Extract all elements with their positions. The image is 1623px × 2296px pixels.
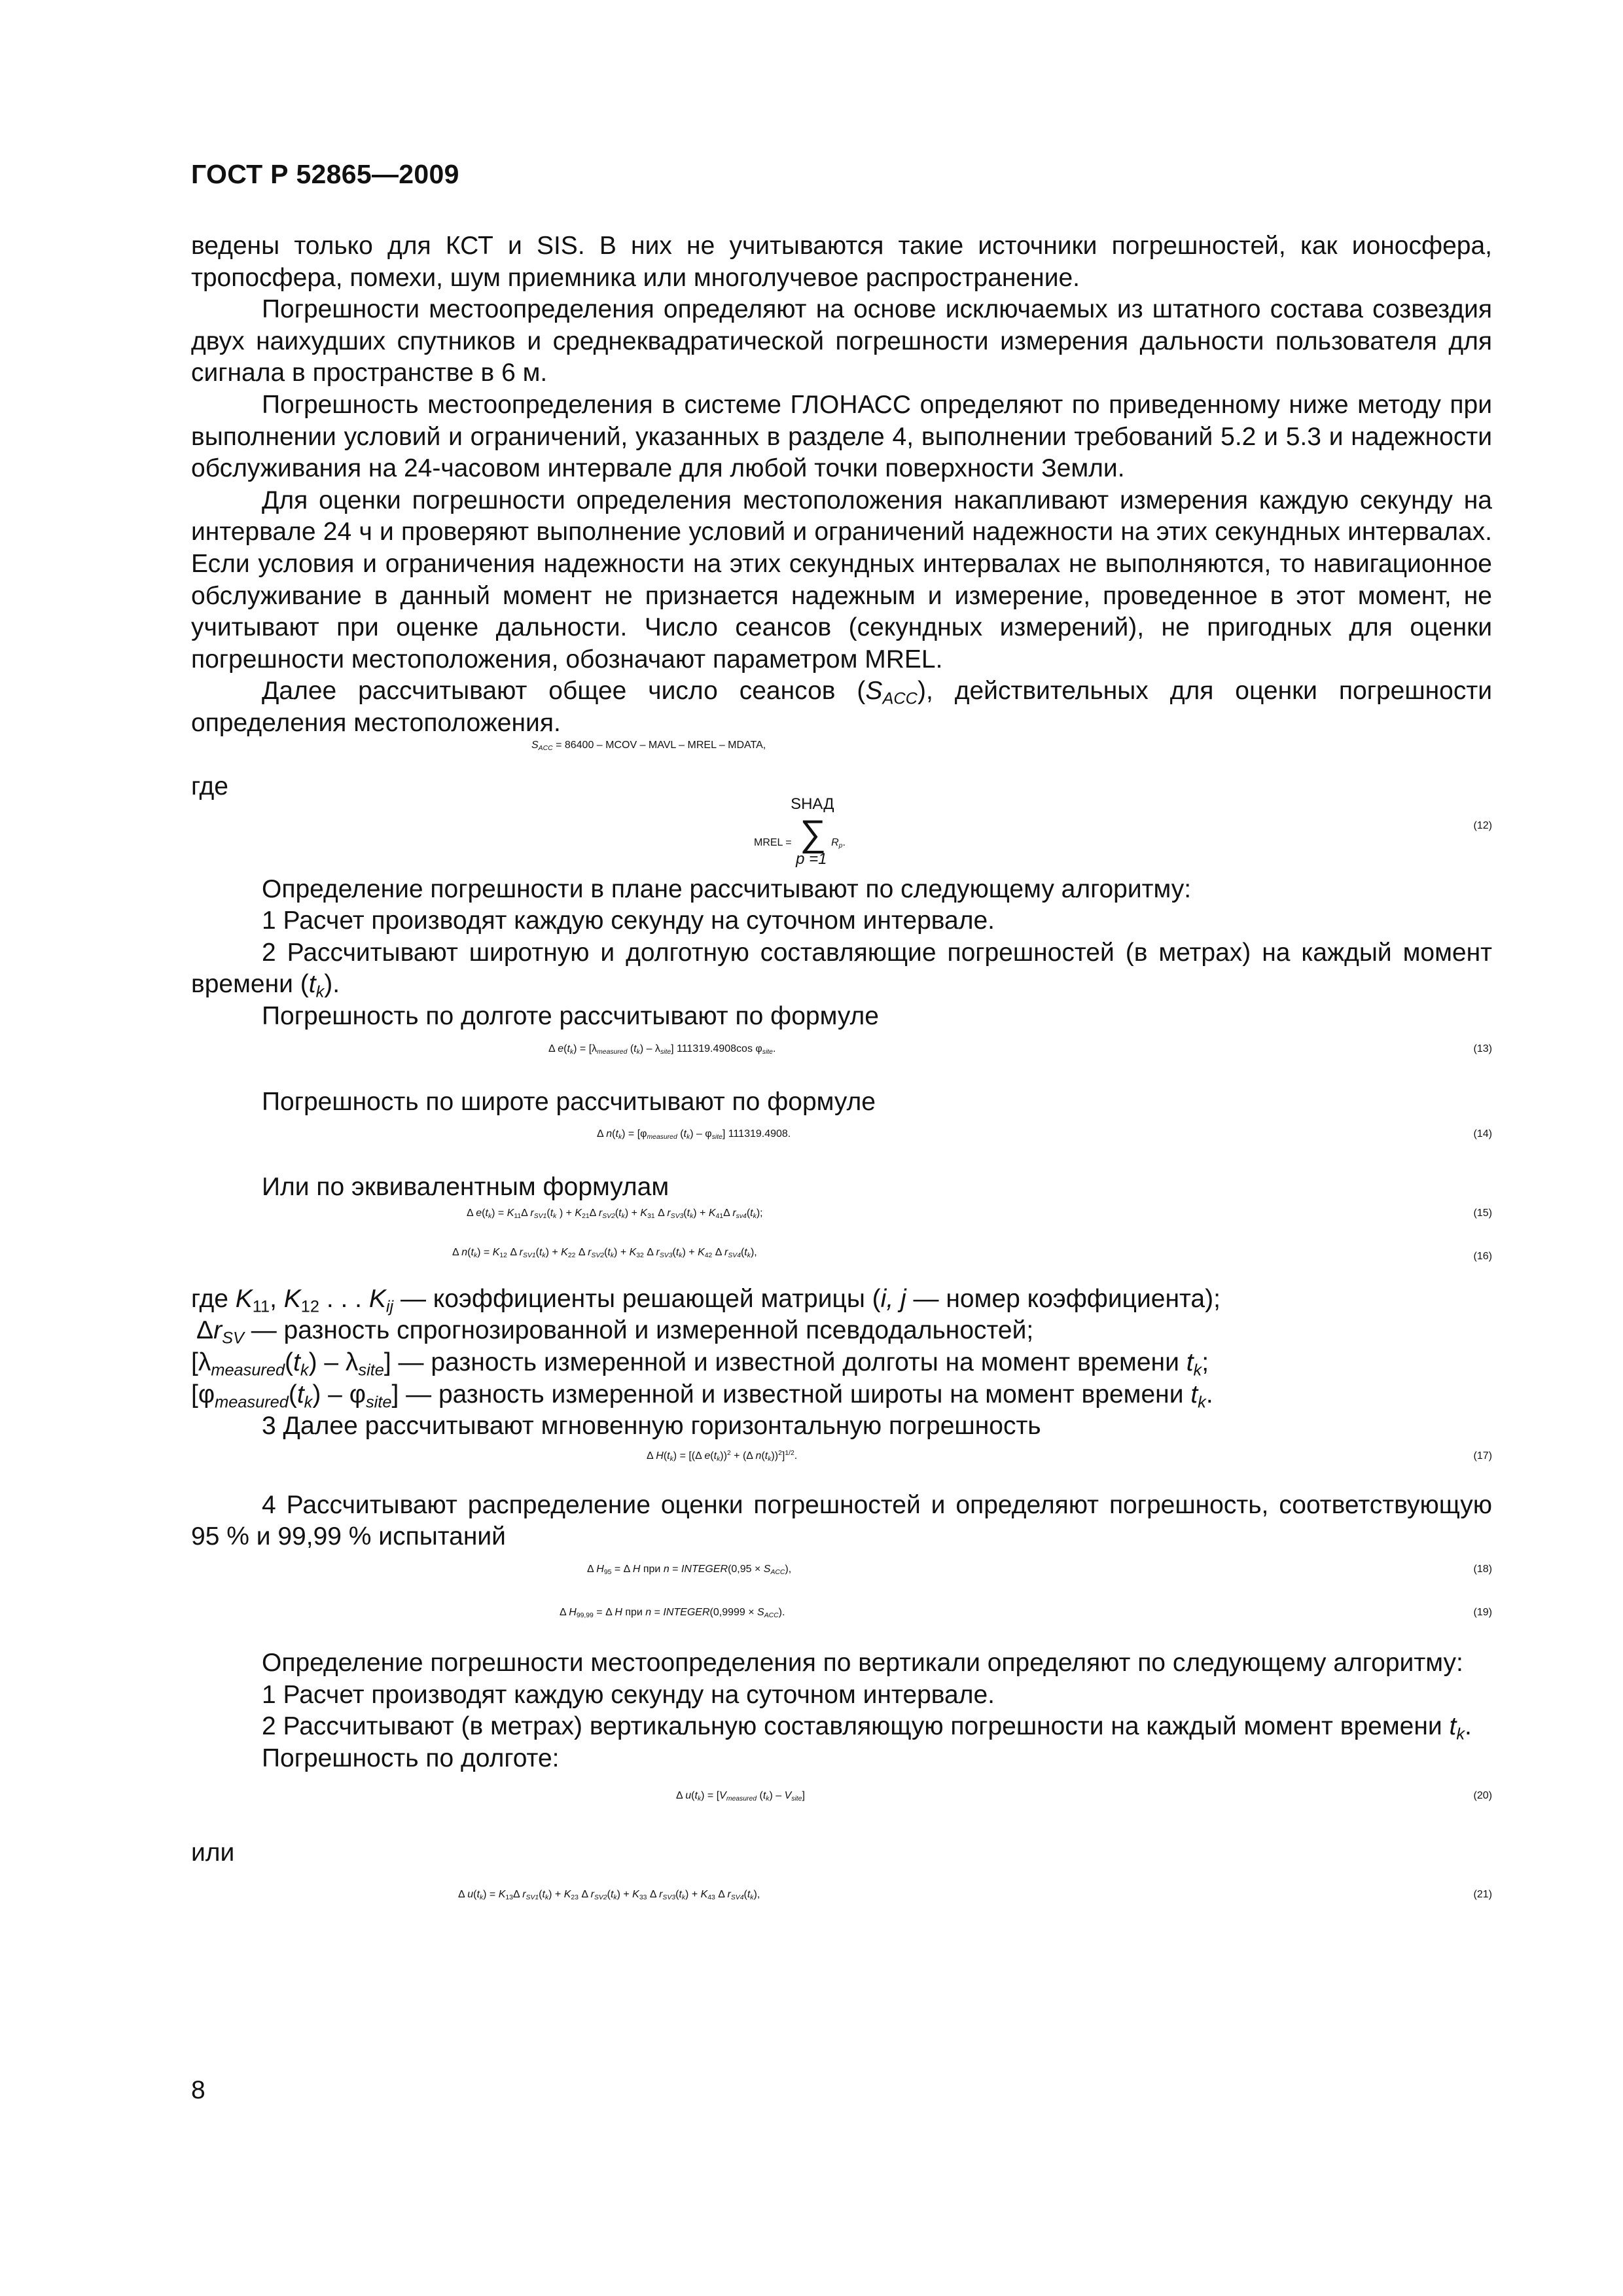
formula-18: Δ $H_{95} = \Delta$ H при n = INTEGER(0,95 × $S_{ACC}$), (18) <box>587 1564 1492 1577</box>
paragraph: Определение погрешности в плане рассчитывают по следующему алгоритму: <box>262 874 1192 903</box>
where-label: где <box>191 772 228 801</box>
definition-line: $[\lambda_{measured}(t_k) - \lambda_{site}]$ — разность измеренной и известной долготы на момент времени $t_k$; <box>191 1348 1209 1380</box>
formula-15: Δ $e(t_k) = K_{11}\Delta$ $r_{SV1}(t_k$ ) + $K_{21}\Delta$ $r_{SV2}(t_k) + K_{31}$ Δ $r_{SV3}(t_k) + K_{41}\Delta$ $r_{sv4}(t_k)$; (15) <box>467 1207 1492 1220</box>
definition-line: где $K_{11}$, $K_{12}$ . . . $K_{ij}$ — коэффициенты решающей матрицы (i, j — номер коэффициента); <box>191 1284 1221 1316</box>
list-item: 1 Расчет производят каждую секунду на суточном интервале. <box>262 1680 995 1709</box>
formula-19: Δ $H_{99,99} = \Delta$ H при n = INTEGER(0,9999 × $S_{ACC}$). (19) <box>560 1607 1492 1620</box>
paragraph: Погрешность местоопределения в системе ГЛОНАСС определяют по приведенному ниже методу при выполнении условий и ограничений, указанных в разделе 4, выполнении требований 5.2 и 5.3 и надежности обслуживания на 24-часовом интервале для любой точки поверхности Земли. <box>191 390 1492 483</box>
paragraph: Погрешности местоопределения определяют на основе исключаемых из штатного состава созвездия двух наихудших спутников и среднеквадратической погрешности измерения дальности пользователя для сигнала в пространстве в 6 м. <box>191 295 1492 387</box>
formula-21: Δ $u(t_k) = K_{13}\Delta$ $r_{SV1}(t_k) + K_{23}$ Δ $r_{SV2}(t_k) + K_{33}$ Δ $r_{SV3}(t_k) + K_{43}$ Δ $r_{SV4}(t_k)$, (21) <box>458 1888 1492 1902</box>
equation-number: (20) <box>1473 1790 1492 1802</box>
equation-number: (14) <box>1473 1128 1492 1140</box>
formula-sacc: $S_{ACC} = 86400$ – MCOV – MAVL – MREL – MDATA, <box>531 739 766 752</box>
equation-number: (19) <box>1473 1607 1492 1618</box>
paragraph: Погрешность по широте рассчитывают по формуле <box>262 1087 876 1116</box>
paragraph: Погрешность по долготе: <box>262 1744 560 1772</box>
formula-16: Δ $n(t_k) = K_{12}$ Δ $r_{SV1}(t_k) + K_{22}$ Δ $r_{SV2}(t_k) + K_{32}$ Δ $r_{SV3}(t_k) + K_{42}$ Δ $r_{SV4}(t_k)$, (16) <box>452 1246 1492 1262</box>
document-body <box>191 230 1492 1932</box>
definition-line: $\Delta r_{SV}$ — разность спрогнозированной и измеренной псевдодальностей; <box>196 1316 1034 1348</box>
list-item: 1 Расчет производят каждую секунду на суточном интервале. <box>262 906 995 935</box>
paragraph: ведены только для КСТ и SIS. В них не учитываются такие источники погрешностей, как ионосфера, тропосфера, помехи, шум приемника или многолучевое распространение. <box>191 232 1492 292</box>
formula-13: Δ $e(t_k) = [\lambda_{measured}$ $(t_k) - \lambda_{site}$] 111319.4908cos $\varphi_{site}$. (13) <box>548 1043 1492 1056</box>
formula-20: Δ $u(t_k) = [V_{measured}$ $(t_k) - V_{site}$] (20) <box>676 1790 1492 1803</box>
paragraph: Для оценки погрешности определения местоположения накапливают измерения каждую секунду на интервале 24 ч и проверяют выполнение условий и ограничений надежности на этих секундных интервалах. Если условия и ограничения надежности на этих секундных интервалах не выполняются, то навигационное обслуживание в данный момент не признается надежным и измерение, проведенное в этот момент, не учитывают при оценке дальности. Число сеансов (секундных измерений), не пригодных для оценки погрешности местоположения, обозначают параметром MREL. <box>191 486 1492 673</box>
formula-12: MREL = SНАД ∑ p =1 $R_p$. (12) <box>754 795 1492 868</box>
equation-number: (13) <box>1473 1043 1492 1054</box>
paragraph: Или по эквивалентным формулам <box>262 1173 669 1202</box>
equation-number: (15) <box>1473 1207 1492 1219</box>
equation-number: (17) <box>1473 1450 1492 1462</box>
definition-line: $[\varphi_{measured}(t_k) - \varphi_{site}]$ — разность измеренной и известной широты на момент времени $t_k$. <box>191 1380 1213 1412</box>
equation-number: (21) <box>1473 1888 1492 1900</box>
document-page <box>191 0 1492 2296</box>
list-item: 3 Далее рассчитывают мгновенную горизонтальную погрешность <box>262 1412 1041 1441</box>
formula-17: Δ $H(t_k) = [(\Delta$ $e(t_k))^2 + (\Delta$ $n(t_k))^2]^{1/2}$. (17) <box>647 1449 1492 1463</box>
list-item: 4 Рассчитывают распределение оценки погрешностей и определяют погрешность, соответствующую 95 % и 99,99 % испытаний <box>191 1490 1492 1551</box>
paragraph: Далее рассчитывают общее число сеансов $(S_{ACC})$, действительных для оценки погрешности определения местоположения. <box>191 677 1492 737</box>
equation-number: (16) <box>1473 1250 1492 1262</box>
or-label: или <box>191 1839 235 1867</box>
equation-number: (12) <box>1473 819 1492 831</box>
paragraph: Погрешность по долготе рассчитывают по формуле <box>262 1002 879 1031</box>
list-item: 2 Рассчитывают широтную и долготную составляющие погрешностей (в метрах) на каждый момент времени $(t_k)$. <box>191 938 1492 1002</box>
formula-14: Δ $n(t_k) = [\varphi_{measured}$ $(t_k) - \varphi_{site}$] 111319.4908. (14) <box>597 1128 1492 1141</box>
document-header: ГОСТ Р 52865—2009 <box>191 159 459 189</box>
list-item: 2 Рассчитывают (в метрах) вертикальную составляющую погрешности на каждый момент времени $t_k$. <box>262 1712 1472 1744</box>
page-number: 8 <box>191 2076 205 2104</box>
equation-number: (18) <box>1473 1564 1492 1575</box>
paragraph: Определение погрешности местоопределения по вертикали определяют по следующему алгоритму: <box>262 1649 1463 1677</box>
